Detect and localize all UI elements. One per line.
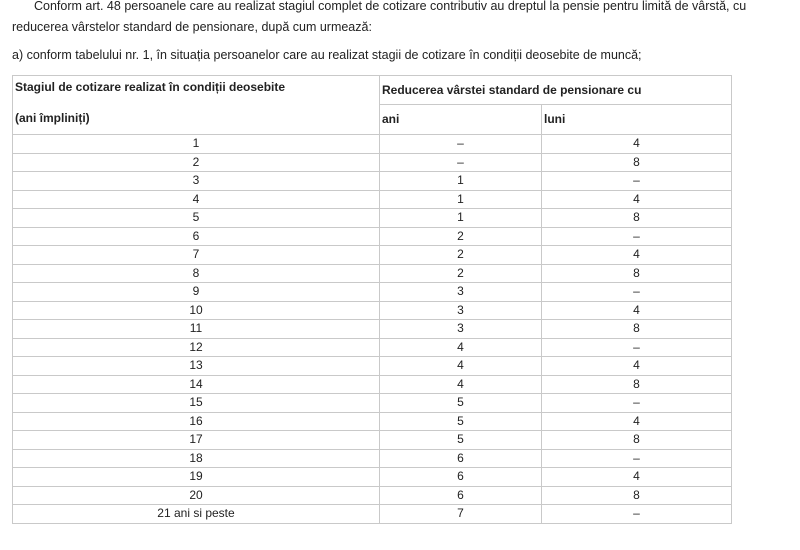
cell-luni: 4 bbox=[542, 135, 732, 154]
cell-luni: 4 bbox=[542, 468, 732, 487]
cell-ani: 1 bbox=[380, 172, 542, 191]
cell-luni: – bbox=[542, 227, 732, 246]
cell-stagiu: 13 bbox=[13, 357, 380, 376]
cell-stagiu: 14 bbox=[13, 375, 380, 394]
table-row bbox=[13, 320, 732, 339]
cell-stagiu: 15 bbox=[13, 394, 380, 413]
cell-ani: 2 bbox=[380, 227, 542, 246]
cell-luni: 8 bbox=[542, 153, 732, 172]
cell-ani: 5 bbox=[380, 394, 542, 413]
cell-ani: 2 bbox=[380, 264, 542, 283]
cell-ani: 2 bbox=[380, 246, 542, 265]
header-stagiu-line2: (ani împliniți) bbox=[15, 111, 90, 125]
table-header-row bbox=[13, 76, 732, 105]
cell-luni: 8 bbox=[542, 486, 732, 505]
cell-ani: 3 bbox=[380, 320, 542, 339]
header-ani: ani bbox=[380, 105, 542, 135]
cell-stagiu: 11 bbox=[13, 320, 380, 339]
table-row bbox=[13, 338, 732, 357]
cell-ani: 3 bbox=[380, 301, 542, 320]
cell-luni: 4 bbox=[542, 246, 732, 265]
table-row bbox=[13, 264, 732, 283]
cell-ani: – bbox=[380, 135, 542, 154]
header-stagiu bbox=[13, 76, 380, 135]
cell-luni: – bbox=[542, 283, 732, 302]
table-row bbox=[13, 209, 732, 228]
cell-stagiu: 20 bbox=[13, 486, 380, 505]
cell-luni: – bbox=[542, 394, 732, 413]
intro-paragraph: Conform art. 48 persoanele care au realizat stagiul complet de cotizare contributiv au dreptul la pensie pentru limită de vârstă, cu reducerea vârstelor standard de pensionare, după cum urmează: bbox=[12, 0, 747, 34]
cell-stagiu: 8 bbox=[13, 264, 380, 283]
table-row bbox=[13, 375, 732, 394]
cell-luni: 4 bbox=[542, 357, 732, 376]
cell-luni: 8 bbox=[542, 264, 732, 283]
cell-luni: 8 bbox=[542, 431, 732, 450]
header-stagiu-line1: Stagiul de cotizare realizat în condiții deosebite bbox=[15, 80, 286, 94]
cell-stagiu: 17 bbox=[13, 431, 380, 450]
header-luni: luni bbox=[542, 105, 732, 135]
table-row bbox=[13, 505, 732, 524]
cell-ani: 1 bbox=[380, 209, 542, 228]
cell-stagiu: 19 bbox=[13, 468, 380, 487]
table-row bbox=[13, 283, 732, 302]
cell-luni: 8 bbox=[542, 320, 732, 339]
table-row bbox=[13, 412, 732, 431]
table-row bbox=[13, 135, 732, 154]
cell-luni: – bbox=[542, 172, 732, 191]
cell-ani: 6 bbox=[380, 486, 542, 505]
cell-ani: 5 bbox=[380, 431, 542, 450]
header-reducere: Reducerea vârstei standard de pensionare cu bbox=[380, 76, 732, 105]
cell-stagiu: 2 bbox=[13, 153, 380, 172]
cell-ani: 5 bbox=[380, 412, 542, 431]
cell-stagiu: 4 bbox=[13, 190, 380, 209]
table-row bbox=[13, 449, 732, 468]
cell-ani: 4 bbox=[380, 375, 542, 394]
table-row bbox=[13, 468, 732, 487]
table-row bbox=[13, 227, 732, 246]
cell-stagiu: 12 bbox=[13, 338, 380, 357]
cell-ani: 3 bbox=[380, 283, 542, 302]
table-row bbox=[13, 357, 732, 376]
cell-luni: – bbox=[542, 449, 732, 468]
cell-ani: 6 bbox=[380, 468, 542, 487]
cell-stagiu: 6 bbox=[13, 227, 380, 246]
cell-luni: – bbox=[542, 505, 732, 524]
table-row bbox=[13, 172, 732, 191]
table-row bbox=[13, 431, 732, 450]
cell-stagiu: 1 bbox=[13, 135, 380, 154]
cell-stagiu: 18 bbox=[13, 449, 380, 468]
cell-ani: – bbox=[380, 153, 542, 172]
table-row bbox=[13, 486, 732, 505]
cell-ani: 6 bbox=[380, 449, 542, 468]
cell-ani: 7 bbox=[380, 505, 542, 524]
cell-luni: 4 bbox=[542, 301, 732, 320]
cell-luni: 8 bbox=[542, 375, 732, 394]
cell-ani: 4 bbox=[380, 357, 542, 376]
cell-ani: 4 bbox=[380, 338, 542, 357]
cell-stagiu: 16 bbox=[13, 412, 380, 431]
table-caption: a) conform tabelului nr. 1, în situația persoanelor care au realizat stagii de cotizare în condiții deosebite de muncă; bbox=[12, 48, 642, 62]
cell-luni: 4 bbox=[542, 190, 732, 209]
pension-reduction-table bbox=[12, 75, 732, 524]
table-row bbox=[13, 153, 732, 172]
table-row bbox=[13, 394, 732, 413]
cell-luni: – bbox=[542, 338, 732, 357]
cell-stagiu: 21 ani si peste bbox=[13, 505, 380, 524]
cell-stagiu: 10 bbox=[13, 301, 380, 320]
table-row bbox=[13, 301, 732, 320]
cell-ani: 1 bbox=[380, 190, 542, 209]
cell-stagiu: 9 bbox=[13, 283, 380, 302]
cell-luni: 8 bbox=[542, 209, 732, 228]
table-row bbox=[13, 190, 732, 209]
cell-stagiu: 5 bbox=[13, 209, 380, 228]
table-row bbox=[13, 246, 732, 265]
cell-stagiu: 7 bbox=[13, 246, 380, 265]
cell-luni: 4 bbox=[542, 412, 732, 431]
cell-stagiu: 3 bbox=[13, 172, 380, 191]
